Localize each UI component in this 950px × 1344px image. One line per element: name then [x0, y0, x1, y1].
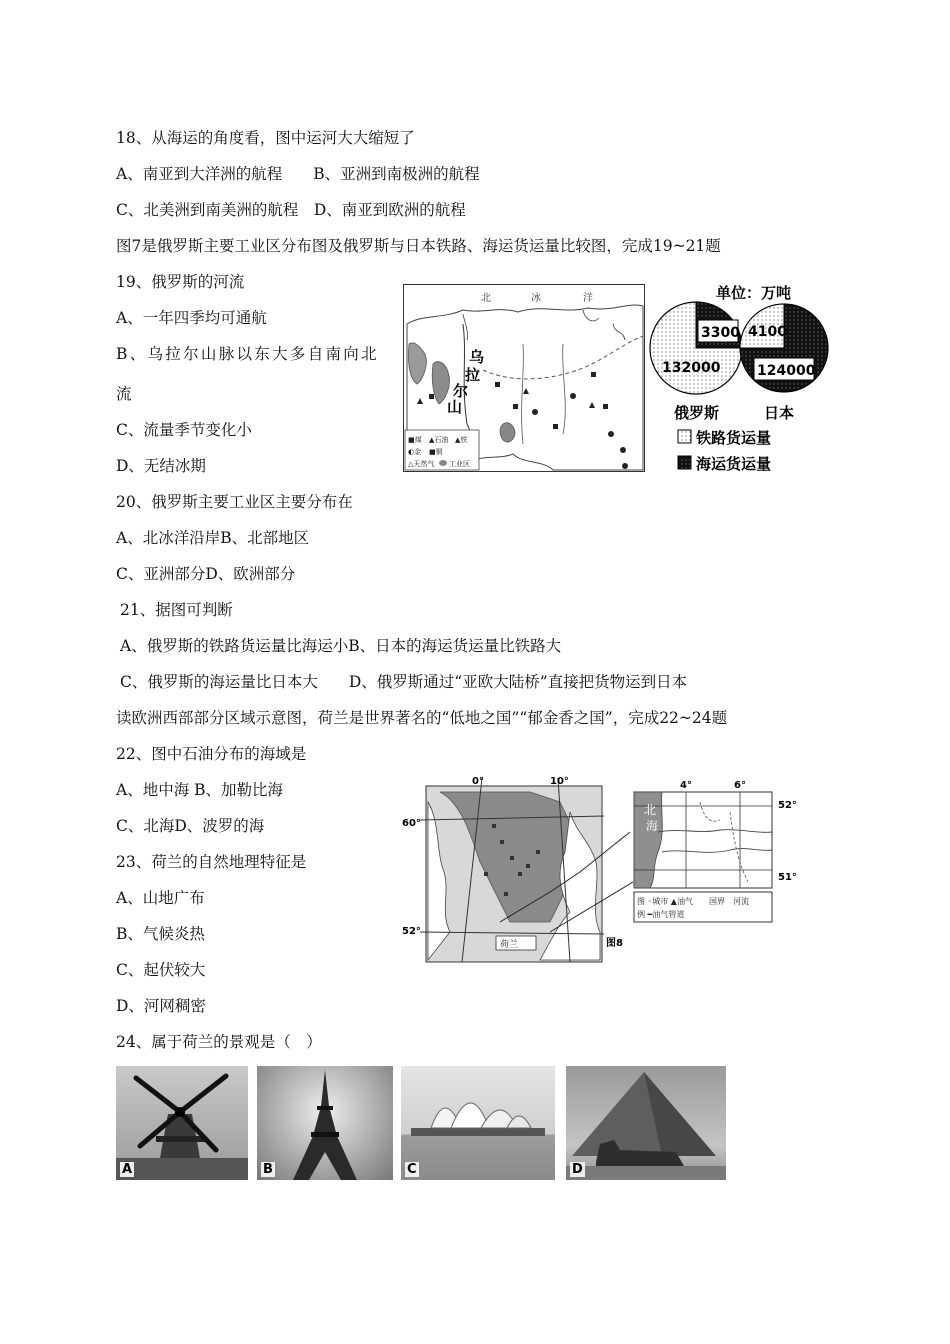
inset-sea-char-2: 海	[646, 819, 659, 833]
eiffel-tower-icon	[257, 1066, 393, 1180]
ural-char-4: 山	[447, 398, 463, 416]
japan-rail-value: 4100	[748, 324, 787, 340]
ural-char-3: 尔	[453, 382, 469, 400]
photo-c-sydney-opera-house[interactable]	[401, 1066, 555, 1180]
russia-sea-value: 3300	[701, 325, 740, 341]
map-legend-gas: △天然气	[408, 460, 435, 468]
rail-legend-swatch	[678, 430, 691, 443]
inset-lat-51-label: 51°	[778, 872, 797, 883]
q23-stem: 23、荷兰的自然地理特征是	[116, 853, 307, 871]
q19-option-c: C、流量季节变化小	[116, 421, 252, 439]
pie-unit: 单位：万吨	[716, 284, 792, 302]
map-legend-iron: ▲铁	[455, 436, 468, 444]
photo-d-pyramid-sphinx[interactable]	[566, 1066, 726, 1180]
sea-legend-swatch	[678, 456, 691, 469]
ural-char-2: 拉	[465, 366, 481, 384]
figure-7-russia-map	[403, 284, 645, 472]
ocean-char-1: 北	[481, 293, 491, 304]
inset-lon-4-label: 4°	[680, 780, 692, 791]
figure-8-west-europe-map	[400, 772, 812, 964]
photo-a-windmill[interactable]	[116, 1066, 248, 1180]
photo-b-eiffel-tower[interactable]	[257, 1066, 393, 1180]
q18-stem: 18、从海运的角度看，图中运河大大缩短了	[116, 129, 415, 147]
windmill-icon	[116, 1066, 248, 1180]
inset-legend-row-2: 例 ━油气管道	[637, 910, 685, 919]
q19-stem: 19、俄罗斯的河流	[116, 273, 245, 291]
q20-stem: 20、俄罗斯主要工业区主要分布在	[116, 493, 353, 511]
ocean-char-3: 洋	[583, 293, 593, 304]
russia-pie	[650, 302, 742, 394]
q22-stem: 22、图中石油分布的海域是	[116, 745, 307, 763]
figure-7-freight-pies	[648, 278, 834, 478]
netherlands-label: 荷兰	[500, 940, 519, 950]
intro-22-24: 读欧洲西部部分区域示意图，荷兰是世界著名的“低地之国”“郁金香之国”，完成22~24题	[116, 709, 728, 727]
photo-b-label: B	[263, 1162, 273, 1177]
q18-options-ab: A、南亚到大洋洲的航程 B、亚洲到南极洲的航程	[116, 165, 480, 183]
inset-legend-row-1: 图 ◦城市 ▲油气 国界 河流	[637, 897, 749, 906]
rail-legend-label: 铁路货运量	[696, 429, 772, 447]
map-legend-coal: ■煤	[408, 436, 422, 444]
q21-options-cd: C、俄罗斯的海运量比日本大 D、俄罗斯通过“亚欧大陆桥”直接把货物运到日本	[120, 673, 688, 691]
q22-options-ab: A、地中海 B、加勒比海	[116, 781, 284, 799]
intro-19-21: 图7是俄罗斯主要工业区分布图及俄罗斯与日本铁路、海运货运量比较图，完成19~21题	[116, 237, 721, 255]
q19-option-d: D、无结冰期	[116, 457, 206, 475]
q18-options-cd: C、北美洲到南美洲的航程 D、南亚到欧洲的航程	[116, 201, 466, 219]
q20-options-cd: C、亚洲部分D、欧洲部分	[116, 565, 296, 583]
photo-a-label: A	[122, 1162, 133, 1177]
ural-char-1: 乌	[469, 348, 485, 366]
map-legend-industrial: 工业区	[449, 460, 470, 468]
sea-legend-label: 海运货运量	[696, 455, 772, 473]
ocean-char-2: 冰	[531, 293, 541, 304]
q19-option-b: B、乌拉尔山脉以东大多自南向北	[116, 345, 379, 363]
lat-60-label: 60°	[402, 818, 421, 829]
inset-sea-char-1: 北	[644, 803, 657, 817]
figure-8-caption: 图8	[606, 938, 623, 949]
q23-option-c: C、起伏较大	[116, 961, 206, 979]
japan-label: 日本	[764, 404, 795, 422]
inset-lat-52-label: 52°	[778, 800, 797, 811]
japan-pie	[740, 304, 828, 392]
photo-d-label: D	[572, 1162, 583, 1177]
q24-stem: 24、属于荷兰的景观是（ ）	[116, 1033, 322, 1051]
map-legend-oil: ▲石油	[429, 436, 449, 444]
q21-options-ab: A、俄罗斯的铁路货运量比海运小B、日本的海运货运量比铁路大	[120, 637, 562, 655]
map-legend-copper: ■铜	[429, 448, 443, 456]
russia-rail-value: 132000	[662, 360, 721, 376]
map-legend-gold: ◐金	[408, 448, 422, 456]
q21-stem: 21、据图可判断	[120, 601, 233, 619]
industrial-zone-swatch	[439, 460, 447, 466]
japan-sea-value: 124000	[757, 363, 816, 379]
russia-label: 俄罗斯	[674, 404, 720, 422]
lat-52-label: 52°	[402, 926, 421, 937]
q23-option-a: A、山地广布	[116, 889, 205, 907]
q19-option-a: A、一年四季均可通航	[116, 309, 267, 327]
sydney-opera-house-icon	[401, 1066, 555, 1180]
inset-lon-6-label: 6°	[734, 780, 746, 791]
lon-10-label: 10°	[550, 776, 569, 787]
q23-option-d: D、河网稠密	[116, 997, 206, 1015]
lon-0-label: 0°	[472, 776, 484, 787]
q23-option-b: B、气候炎热	[116, 925, 205, 943]
q20-options-ab: A、北冰洋沿岸B、北部地区	[116, 529, 310, 547]
q22-options-cd: C、北海D、波罗的海	[116, 817, 265, 835]
pyramid-sphinx-icon	[566, 1066, 726, 1180]
q19-option-b-cont: 流	[116, 385, 132, 403]
photo-c-label: C	[407, 1162, 417, 1177]
